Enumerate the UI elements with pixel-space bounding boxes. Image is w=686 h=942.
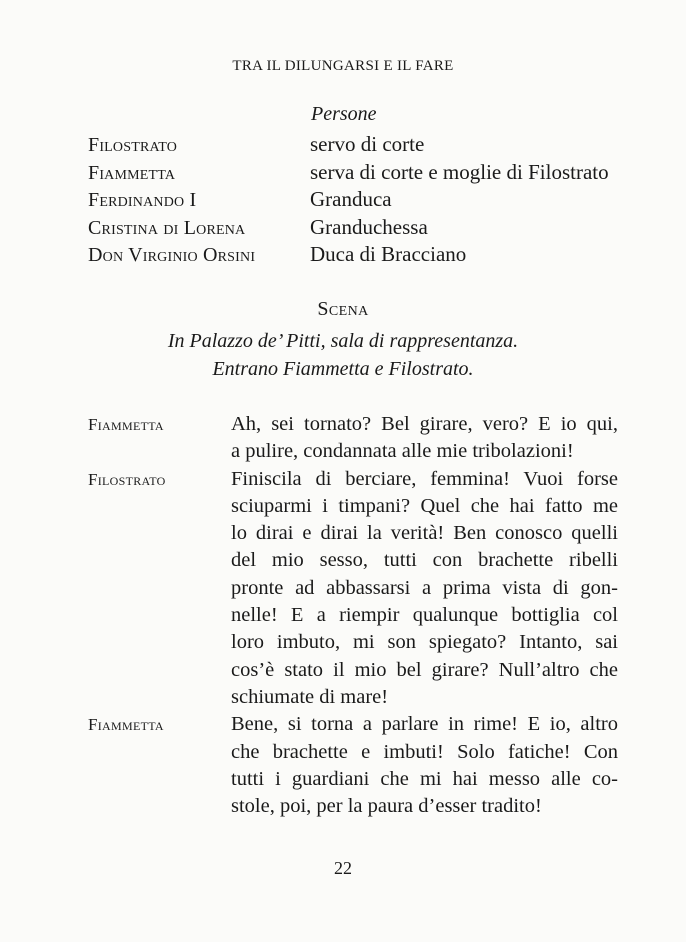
persone-heading: Persone (311, 103, 377, 125)
cast-name: Cristina di Lorena (88, 216, 246, 239)
speech (88, 466, 618, 712)
speech-line: schiumate di mare! (231, 685, 389, 708)
speaker-name: Filostrato (88, 469, 166, 489)
cast-row (88, 160, 648, 188)
speech-line: tutti i guardiani che mi hai messo alle co- (231, 767, 618, 790)
cast-role: Granduchessa (310, 214, 428, 239)
speech (88, 411, 618, 466)
cast-role: servo di corte (310, 132, 425, 156)
speech-line: Bene, si torna a parlare in rime! E io, altro (231, 713, 618, 736)
cast-row (88, 132, 648, 160)
speaker-name: Fiammetta (88, 415, 164, 434)
scene-heading: Scena (317, 298, 369, 320)
stage-direction-line: Entrano Fiammetta e Filostrato. (212, 358, 474, 380)
speech-text (231, 711, 618, 820)
speech-line: cos’è stato il mio bel girare? Null’altro che (231, 658, 618, 681)
cast-role: Granduca (310, 187, 392, 211)
page-number: 22 (334, 858, 352, 878)
cast-name: Don Virginio Orsini (88, 244, 256, 266)
cast-row (88, 187, 648, 215)
speaker-name: Fiammetta (88, 715, 164, 735)
cast-name: Ferdinando I (88, 189, 197, 211)
cast-role: Duca di Bracciano (310, 242, 467, 266)
speech (88, 711, 618, 820)
stage-direction-line: In Palazzo de’ Pitti, sala di rappresentanza. (167, 330, 519, 352)
cast-row (88, 242, 648, 270)
speech-text (231, 466, 618, 712)
cast-name: Filostrato (88, 134, 178, 156)
cast-name: Fiammetta (88, 161, 176, 184)
speech-line: a pulire, condannata alle mie tribolazioni! (231, 440, 574, 463)
running-head: TRA IL DILUNGARSI E IL FARE (232, 58, 454, 74)
speech-line: sciuparmi i timpani? Quel che hai fatto me (231, 494, 618, 517)
cast-list (88, 132, 648, 270)
speech-line: nelle! E a riempir qualunque bottiglia col (231, 604, 618, 627)
stage-direction (0, 327, 686, 383)
speech-line: Ah, sei tornato? Bel girare, vero? E io qui, (231, 413, 618, 435)
speech-line: lo dirai e dirai la verità! Ben conosco quelli (231, 522, 618, 545)
speech-line: Finiscila di berciare, femmina! Vuoi forse (231, 467, 618, 490)
speech-line: del mio sesso, tutti con brachette ribelli (231, 549, 618, 572)
speech-line: loro imbuto, mi son spiegato? Intanto, sai (231, 631, 618, 654)
speech-line: stole, poi, per la paura d’esser tradito! (231, 795, 542, 818)
dialogue (88, 411, 618, 820)
speech-line: che brachette e imbuti! Solo fatiche! Con (231, 740, 618, 763)
speech-line: pronte ad abbassarsi a prima vista di gon- (231, 576, 618, 599)
cast-row (88, 215, 648, 243)
speech-text (231, 411, 618, 466)
cast-role: serva di corte e moglie di Filostrato (310, 159, 609, 184)
